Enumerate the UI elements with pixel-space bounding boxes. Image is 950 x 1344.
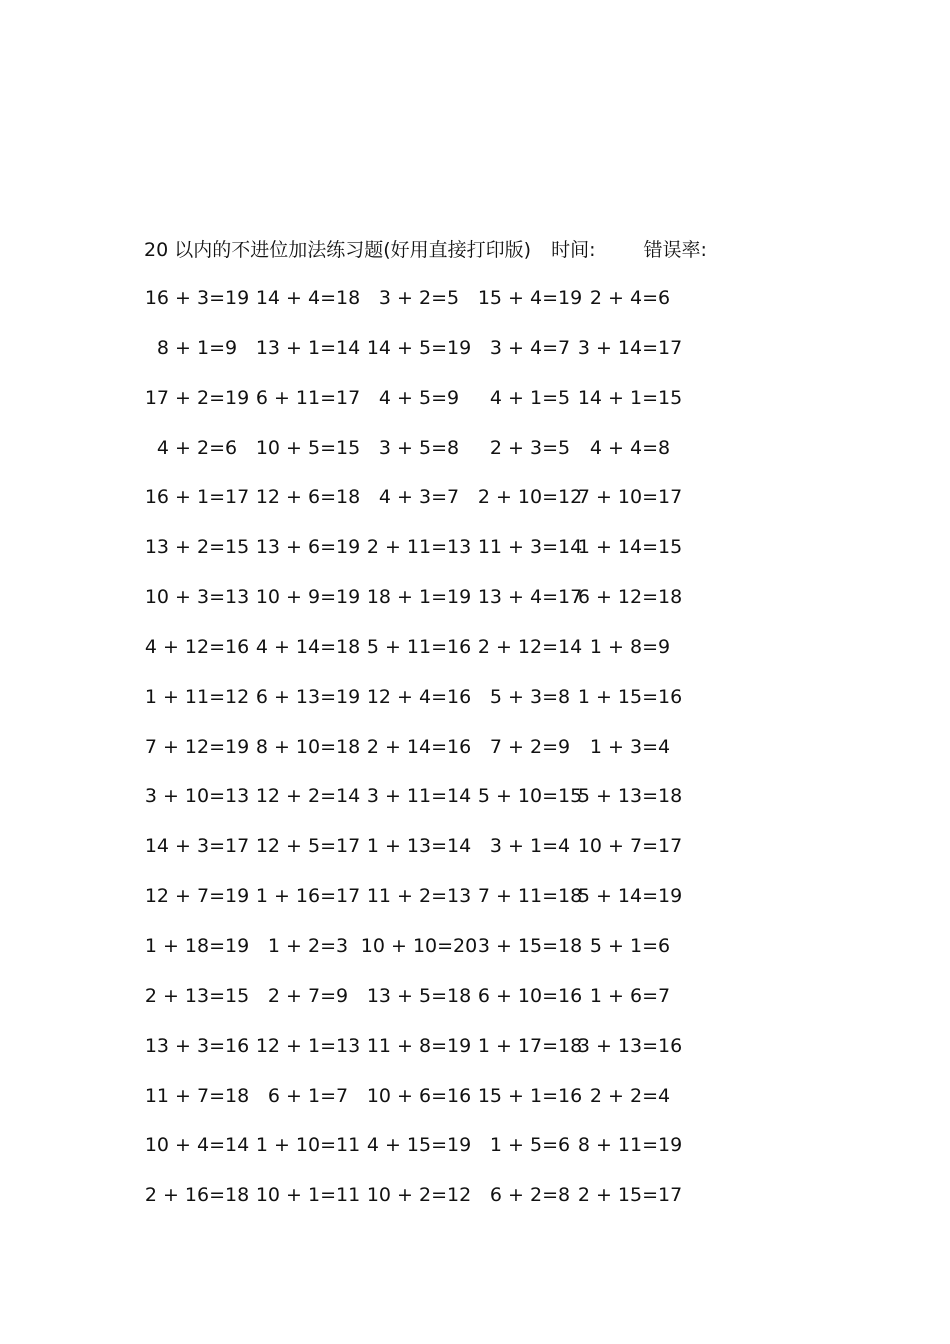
addition-problem: 7 + 12=19 xyxy=(144,735,250,758)
addition-problem: 1 + 15=16 xyxy=(577,685,683,708)
addition-problem: 7 + 10=17 xyxy=(577,486,683,509)
addition-problem: 6 + 10=16 xyxy=(477,984,583,1007)
addition-problem: 3 + 10=13 xyxy=(144,785,250,808)
addition-problem: 1 + 14=15 xyxy=(577,536,683,559)
addition-problem: 1 + 18=19 xyxy=(144,934,250,957)
addition-problem: 6 + 11=17 xyxy=(255,386,361,409)
worksheet-title: 20 以内的不进位加法练习题(好用直接打印版) xyxy=(144,239,532,261)
problem-row xyxy=(0,1081,950,1131)
addition-problem: 5 + 11=16 xyxy=(366,635,472,658)
addition-problem: 12 + 7=19 xyxy=(144,885,250,908)
problem-row xyxy=(0,781,950,831)
addition-problem: 4 + 14=18 xyxy=(255,635,361,658)
problem-row xyxy=(0,482,950,532)
addition-problem: 3 + 15=18 xyxy=(477,934,583,957)
addition-problem: 5 + 13=18 xyxy=(577,785,683,808)
addition-problem: 1 + 10=11 xyxy=(255,1134,361,1157)
addition-problem: 13 + 6=19 xyxy=(255,536,361,559)
addition-problem: 7 + 2=9 xyxy=(489,735,571,758)
addition-problem: 1 + 5=6 xyxy=(489,1134,571,1157)
addition-problem: 1 + 17=18 xyxy=(477,1034,583,1057)
addition-problem: 2 + 3=5 xyxy=(489,436,571,459)
addition-problem: 8 + 1=9 xyxy=(156,336,238,359)
problem-row xyxy=(0,532,950,582)
addition-problem: 12 + 2=14 xyxy=(255,785,361,808)
addition-problem: 10 + 7=17 xyxy=(577,835,683,858)
problem-row xyxy=(0,732,950,782)
addition-problem: 11 + 7=18 xyxy=(144,1084,250,1107)
problem-row xyxy=(0,1130,950,1180)
addition-problem: 5 + 14=19 xyxy=(577,885,683,908)
addition-problem: 11 + 8=19 xyxy=(366,1034,472,1057)
addition-problem: 12 + 5=17 xyxy=(255,835,361,858)
addition-problem: 4 + 2=6 xyxy=(156,436,238,459)
addition-problem: 2 + 11=13 xyxy=(366,536,472,559)
addition-problem: 10 + 9=19 xyxy=(255,586,361,609)
addition-problem: 1 + 8=9 xyxy=(589,635,671,658)
addition-problem: 12 + 6=18 xyxy=(255,486,361,509)
addition-problem: 10 + 2=12 xyxy=(366,1184,472,1207)
addition-problem: 1 + 2=3 xyxy=(267,934,349,957)
addition-problem: 2 + 16=18 xyxy=(144,1184,250,1207)
addition-problem: 10 + 3=13 xyxy=(144,586,250,609)
addition-problem: 2 + 14=16 xyxy=(366,735,472,758)
addition-problem: 7 + 11=18 xyxy=(477,885,583,908)
problem-row xyxy=(0,1180,950,1230)
problem-row xyxy=(0,383,950,433)
addition-problem: 12 + 1=13 xyxy=(255,1034,361,1057)
addition-problem: 10 + 1=11 xyxy=(255,1184,361,1207)
addition-problem: 13 + 1=14 xyxy=(255,336,361,359)
addition-problem: 3 + 2=5 xyxy=(378,287,460,309)
addition-problem: 2 + 12=14 xyxy=(477,635,583,658)
addition-problem: 1 + 16=17 xyxy=(255,885,361,908)
addition-problem: 6 + 2=8 xyxy=(489,1184,571,1207)
addition-problem: 8 + 10=18 xyxy=(255,735,361,758)
addition-problem: 5 + 3=8 xyxy=(489,685,571,708)
addition-problem: 3 + 1=4 xyxy=(489,835,571,858)
addition-problem: 13 + 5=18 xyxy=(366,984,472,1007)
problem-row xyxy=(0,283,950,333)
addition-problem: 1 + 13=14 xyxy=(366,835,472,858)
addition-problem: 5 + 10=15 xyxy=(477,785,583,808)
addition-problem: 1 + 3=4 xyxy=(589,735,671,758)
worksheet-header xyxy=(144,236,707,264)
problem-row xyxy=(0,981,950,1031)
error-rate-label: 错误率: xyxy=(643,239,707,261)
addition-problem: 2 + 15=17 xyxy=(577,1184,683,1207)
addition-problem: 3 + 11=14 xyxy=(366,785,472,808)
addition-problem: 4 + 15=19 xyxy=(366,1134,472,1157)
addition-problem: 10 + 5=15 xyxy=(255,436,361,459)
addition-problem: 18 + 1=19 xyxy=(366,586,472,609)
problem-grid xyxy=(0,283,950,1230)
problem-row xyxy=(0,433,950,483)
addition-problem: 2 + 7=9 xyxy=(267,984,349,1007)
problem-row xyxy=(0,831,950,881)
problem-row xyxy=(0,682,950,732)
addition-problem: 14 + 4=18 xyxy=(255,287,361,309)
addition-problem: 2 + 13=15 xyxy=(144,984,250,1007)
problem-row xyxy=(0,582,950,632)
addition-problem: 4 + 3=7 xyxy=(378,486,460,509)
addition-problem: 14 + 1=15 xyxy=(577,386,683,409)
addition-problem: 6 + 1=7 xyxy=(267,1084,349,1107)
addition-problem: 1 + 6=7 xyxy=(589,984,671,1007)
addition-problem: 15 + 1=16 xyxy=(477,1084,583,1107)
addition-problem: 5 + 1=6 xyxy=(589,934,671,957)
addition-problem: 3 + 5=8 xyxy=(378,436,460,459)
addition-problem: 13 + 3=16 xyxy=(144,1034,250,1057)
problem-row xyxy=(0,1031,950,1081)
addition-problem: 4 + 5=9 xyxy=(378,386,460,409)
problem-row xyxy=(0,881,950,931)
problem-row xyxy=(0,333,950,383)
addition-problem: 12 + 4=16 xyxy=(366,685,472,708)
addition-problem: 4 + 1=5 xyxy=(489,386,571,409)
addition-problem: 6 + 13=19 xyxy=(255,685,361,708)
addition-problem: 11 + 2=13 xyxy=(366,885,472,908)
addition-problem: 10 + 6=16 xyxy=(366,1084,472,1107)
problem-row xyxy=(0,632,950,682)
addition-problem: 3 + 14=17 xyxy=(577,336,683,359)
addition-problem: 2 + 2=4 xyxy=(589,1084,671,1107)
addition-problem: 15 + 4=19 xyxy=(477,287,583,309)
addition-problem: 17 + 2=19 xyxy=(144,386,250,409)
addition-problem: 16 + 1=17 xyxy=(144,486,250,509)
time-label: 时间: xyxy=(551,239,596,261)
addition-problem: 4 + 4=8 xyxy=(589,436,671,459)
addition-problem: 8 + 11=19 xyxy=(577,1134,683,1157)
addition-problem: 14 + 3=17 xyxy=(144,835,250,858)
addition-problem: 14 + 5=19 xyxy=(366,336,472,359)
addition-problem: 13 + 2=15 xyxy=(144,536,250,559)
addition-problem: 4 + 12=16 xyxy=(144,635,250,658)
addition-problem: 3 + 4=7 xyxy=(489,336,571,359)
problem-row xyxy=(0,931,950,981)
addition-problem: 16 + 3=19 xyxy=(144,287,250,309)
addition-problem: 1 + 11=12 xyxy=(144,685,250,708)
addition-problem: 2 + 10=12 xyxy=(477,486,583,509)
addition-problem: 10 + 10=20 xyxy=(360,934,478,957)
addition-problem: 11 + 3=14 xyxy=(477,536,583,559)
addition-problem: 10 + 4=14 xyxy=(144,1134,250,1157)
addition-problem: 13 + 4=17 xyxy=(477,586,583,609)
addition-problem: 2 + 4=6 xyxy=(589,287,671,309)
addition-problem: 6 + 12=18 xyxy=(577,586,683,609)
addition-problem: 3 + 13=16 xyxy=(577,1034,683,1057)
